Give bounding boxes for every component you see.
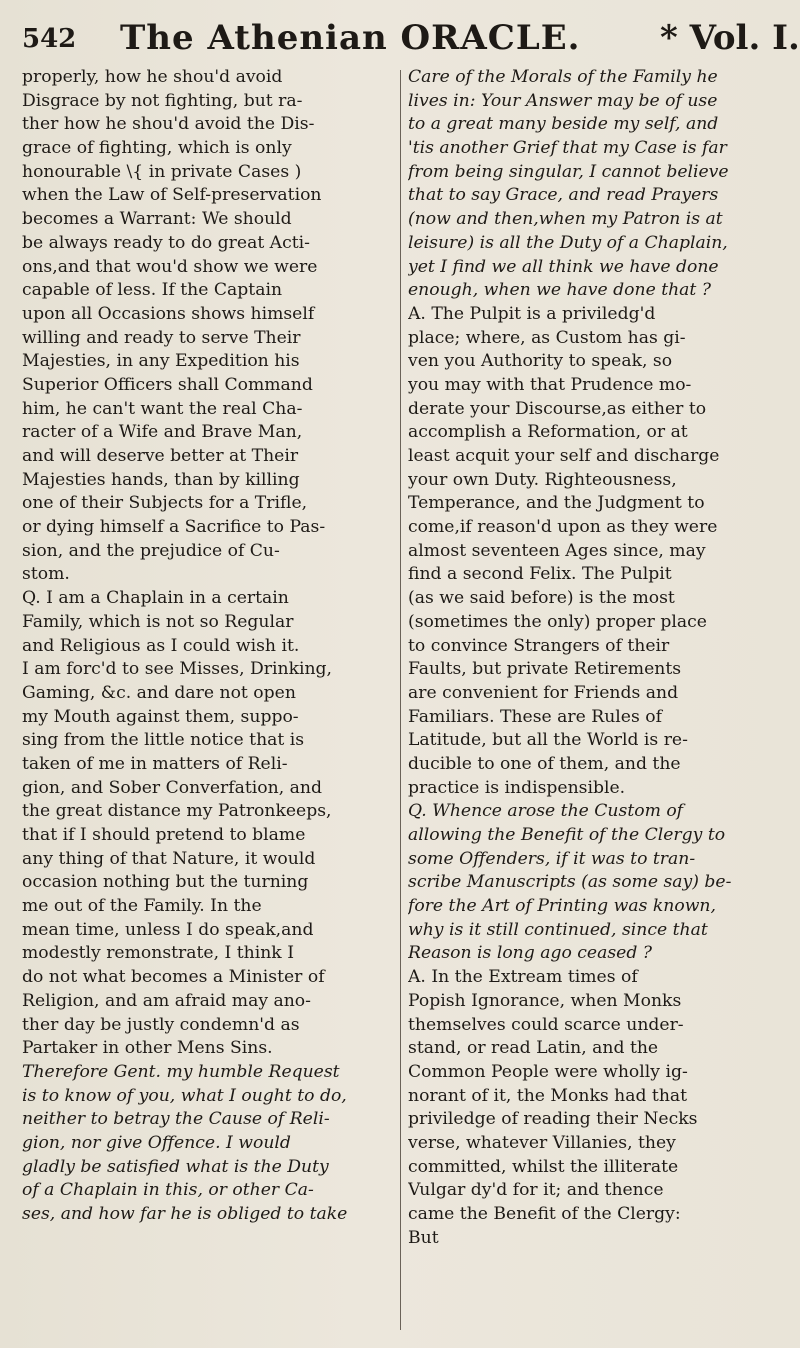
text-line: and Religious as I could wish it. bbox=[22, 635, 300, 656]
text-line: accomplish a Reformation, or at bbox=[408, 422, 688, 443]
page-number: 542 bbox=[22, 24, 77, 54]
text-line: A. In the Extream times of bbox=[408, 967, 638, 988]
text-line: ven you Authority to speak, so bbox=[408, 351, 673, 372]
left-column bbox=[22, 66, 394, 1346]
text-line: norant of it, the Monks had that bbox=[408, 1085, 688, 1106]
text-line: one of their Subjects for a Trifle, bbox=[22, 493, 308, 514]
text-line: gladly be satisfied what is the Duty bbox=[22, 1156, 329, 1177]
text-line: (as we said before) is the most bbox=[408, 588, 675, 609]
text-line: why is it still continued, since that bbox=[408, 919, 708, 940]
text-line: ons,and that wou'd show we were bbox=[22, 256, 318, 277]
text-line: grace of fighting, which is only bbox=[22, 138, 292, 159]
text-line: that if I should pretend to blame bbox=[22, 825, 306, 845]
text-line: Religion, and am afraid may ano- bbox=[22, 990, 311, 1011]
text-line: Q. Whence arose the Custom of bbox=[408, 801, 684, 822]
text-line: Partaker in other Mens Sins. bbox=[22, 1038, 273, 1059]
text-line: ther day be justly condemn'd as bbox=[22, 1014, 300, 1035]
text-line: some Offenders, if it was to tran- bbox=[408, 848, 696, 869]
text-line: Vulgar dy'd for it; and thence bbox=[408, 1180, 664, 1201]
text-line: mean time, unless I do speak,and bbox=[22, 919, 314, 940]
text-line: themselves could scarce under- bbox=[408, 1014, 684, 1035]
text-line: leisure) is all the Duty of a Chaplain, bbox=[408, 232, 728, 253]
text-line: find a second Felix. The Pulpit bbox=[408, 564, 672, 585]
text-line: Disgrace by not fighting, but ra- bbox=[22, 90, 303, 111]
text-line: enough, when we have done that ? bbox=[408, 280, 712, 301]
text-line: lives in: Your Answer may be of use bbox=[408, 90, 718, 111]
text-line: upon all Occasions shows himself bbox=[22, 303, 315, 324]
text-line: committed, whilst the illiterate bbox=[408, 1156, 679, 1177]
text-line: scribe Manuscripts (as some say) be- bbox=[408, 872, 732, 893]
text-line: ducible to one of them, and the bbox=[408, 753, 681, 774]
text-line: Family, which is not so Regular bbox=[22, 611, 294, 632]
text-line: fore the Art of Printing was known, bbox=[408, 896, 716, 917]
text-line: do not what becomes a Minister of bbox=[22, 967, 325, 988]
text-line: Gaming, &c. and dare not open bbox=[22, 682, 296, 703]
text-line: Therefore Gent. my humble Request bbox=[22, 1061, 340, 1082]
text-line: be always ready to do great Acti- bbox=[22, 232, 310, 253]
text-line: practice is indispensible. bbox=[408, 777, 626, 798]
text-line: Faults, but private Retirements bbox=[408, 659, 682, 680]
text-line: derate your Discourse,as either to bbox=[408, 398, 707, 419]
text-line: Common People were wholly ig- bbox=[408, 1061, 688, 1082]
text-line: and will deserve better at Their bbox=[22, 446, 299, 466]
text-line: me out of the Family. In the bbox=[22, 896, 262, 917]
text-line: willing and ready to serve Their bbox=[22, 327, 301, 348]
text-line: is to know of you, what I ought to do, bbox=[22, 1085, 347, 1106]
text-line: allowing the Benefit of the Clergy to bbox=[408, 825, 726, 845]
text-line: verse, whatever Villanies, they bbox=[408, 1132, 676, 1153]
text-line: least acquit your self and discharge bbox=[408, 446, 720, 466]
text-line: capable of less. If the Captain bbox=[22, 280, 283, 301]
text-line: stom. bbox=[22, 564, 70, 585]
text-line: from being singular, I cannot believe bbox=[408, 161, 729, 182]
running-title: The Athenian ORACLE. bbox=[120, 18, 581, 58]
text-line: becomes a Warrant: We should bbox=[22, 209, 292, 230]
text-line: sion, and the prejudice of Cu- bbox=[22, 540, 280, 561]
text-line: when the Law of Self-preservation bbox=[22, 185, 322, 206]
text-line: occasion nothing but the turning bbox=[22, 872, 309, 893]
text-line: Superior Officers shall Command bbox=[22, 374, 313, 395]
text-line: or dying himself a Sacrifice to Pas- bbox=[22, 517, 326, 538]
text-line: racter of a Wife and Brave Man, bbox=[22, 422, 303, 443]
text-line: gion, and Sober Converfation, and bbox=[22, 777, 322, 798]
running-header bbox=[0, 18, 800, 68]
text-line: A. The Pulpit is a priviledg'd bbox=[408, 303, 656, 324]
text-line: Latitude, but all the World is re- bbox=[408, 730, 688, 751]
text-line: came the Benefit of the Clergy: bbox=[408, 1204, 681, 1224]
column-divider bbox=[400, 70, 401, 1330]
text-line: 'tis another Grief that my Case is far bbox=[408, 138, 727, 159]
text-line: come,if reason'd upon as they were bbox=[408, 517, 718, 538]
text-line: of a Chaplain in this, or other Ca- bbox=[22, 1180, 314, 1201]
text-line: to convince Strangers of their bbox=[408, 635, 670, 656]
right-column bbox=[408, 66, 786, 1346]
text-line: modestly remonstrate, I think I bbox=[22, 943, 294, 964]
text-line: But bbox=[408, 1227, 439, 1248]
text-line: priviledge of reading their Necks bbox=[408, 1109, 698, 1130]
text-line: Care of the Morals of the Family he bbox=[408, 67, 718, 87]
text-line: Popish Ignorance, when Monks bbox=[408, 990, 682, 1011]
text-line: (now and then,when my Patron is at bbox=[408, 209, 723, 230]
text-line: the great distance my Patronkeeps, bbox=[22, 801, 332, 822]
text-line: Temperance, and the Judgment to bbox=[408, 493, 705, 514]
text-line: sing from the little notice that is bbox=[22, 730, 305, 751]
text-line: are convenient for Friends and bbox=[408, 682, 679, 703]
text-line: ses, and how far he is obliged to take bbox=[22, 1204, 348, 1224]
text-line: neither to betray the Cause of Reli- bbox=[22, 1109, 330, 1130]
text-line: Familiars. These are Rules of bbox=[408, 706, 662, 727]
text-line: place; where, as Custom has gi- bbox=[408, 327, 686, 348]
text-line: yet I find we all think we have done bbox=[408, 256, 719, 277]
text-line: Majesties, in any Expedition his bbox=[22, 351, 300, 372]
text-line: Q. I am a Chaplain in a certain bbox=[22, 588, 289, 609]
text-line: honourable \{ in private Cases ) bbox=[22, 161, 302, 182]
text-line: him, he can't want the real Cha- bbox=[22, 398, 303, 419]
text-line: Majesties hands, than by killing bbox=[22, 469, 300, 490]
text-line: ther how he shou'd avoid the Dis- bbox=[22, 114, 315, 135]
text-line: (sometimes the only) proper place bbox=[408, 611, 707, 632]
text-line: properly, how he shou'd avoid bbox=[22, 67, 283, 87]
text-line: that to say Grace, and read Prayers bbox=[408, 185, 719, 206]
text-line: to a great many beside my self, and bbox=[408, 114, 719, 135]
text-line: any thing of that Nature, it would bbox=[22, 848, 316, 869]
text-line: my Mouth against them, suppo- bbox=[22, 706, 299, 727]
text-line: taken of me in matters of Reli- bbox=[22, 753, 288, 774]
volume-label: * Vol. I. bbox=[660, 18, 800, 58]
text-line: Reason is long ago ceased ? bbox=[408, 943, 652, 964]
text-line: almost seventeen Ages since, may bbox=[408, 540, 706, 561]
text-line: your own Duty. Righteousness, bbox=[408, 469, 677, 490]
text-line: stand, or read Latin, and the bbox=[408, 1038, 659, 1059]
text-line: gion, nor give Offence. I would bbox=[22, 1132, 291, 1153]
text-line: you may with that Prudence mo- bbox=[408, 374, 692, 395]
text-line: I am forc'd to see Misses, Drinking, bbox=[22, 659, 333, 680]
